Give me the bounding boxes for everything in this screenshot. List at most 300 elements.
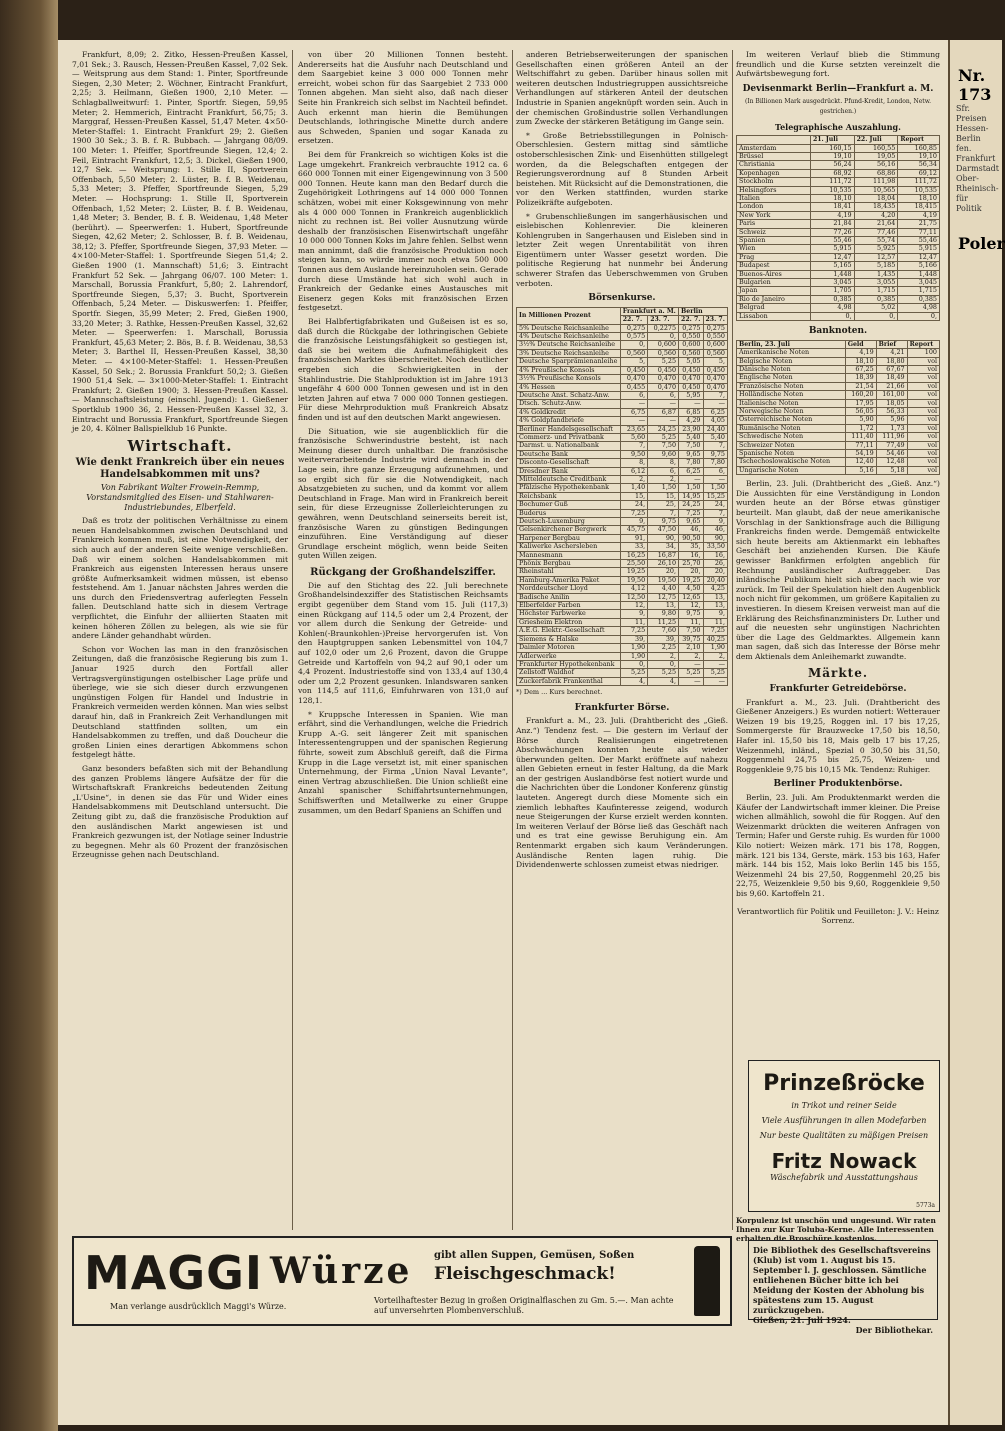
row-value: 54,19 xyxy=(845,449,876,457)
ad-text: Nur beste Qualitäten zu mäßigen Preisen xyxy=(759,1131,929,1140)
edge-fragment: Poler xyxy=(958,234,1005,253)
row-label: Siemens & Halske xyxy=(517,635,621,643)
row-value: 6,85 xyxy=(679,408,703,416)
row-value: 21,64 xyxy=(854,220,898,228)
row-value: 1,705 xyxy=(810,287,854,295)
row-label: Norddeutscher Lloyd xyxy=(517,585,621,593)
article-paragraph: * Große Betriebsstillegungen in Polnisch-Oberschlesien. Gestern mittag sind sämtliche ostoberschlesischen Zink- und Eisenhütten stillgelegt worden, da die Belegschaften entgegen der Regierungsverordnung auf 8 Stunden Arbeit beistehen. Mit Rücksicht auf die Demonstrationen, die vor den Werken stattfinden, wurden starke Polizeikräfte aufgeboten. xyxy=(516,130,728,207)
row-value: 5,185 xyxy=(854,262,898,270)
row-value: 0,275 xyxy=(703,324,728,332)
row-value: 5,25 xyxy=(703,669,728,677)
row-value: 7,80 xyxy=(703,459,728,467)
row-value: 10,565 xyxy=(854,186,898,194)
row-label: Helsingfors xyxy=(737,186,811,194)
row-value: 24,40 xyxy=(703,425,728,433)
edge-line: fen. xyxy=(956,144,972,153)
row-value: 23,65 xyxy=(620,425,647,433)
row-value: vol xyxy=(907,374,939,382)
row-value: 5,25 xyxy=(648,433,679,441)
row-value: 8, xyxy=(620,459,647,467)
row-value: 7, xyxy=(703,509,728,517)
row-value: 0,470 xyxy=(620,375,647,383)
row-label: Amerikanische Noten xyxy=(737,349,846,357)
table-row xyxy=(737,220,940,228)
notice-place-date: Gießen, 21. Juli 1924. xyxy=(753,1315,851,1325)
row-value: 56,24 xyxy=(810,161,854,169)
row-value: 25, xyxy=(648,501,679,509)
row-value: 77,11 xyxy=(898,228,940,236)
row-value: 9,50 xyxy=(620,450,647,458)
row-value: 68,86 xyxy=(854,169,898,177)
book-spine xyxy=(0,0,58,1431)
row-value: 20,40 xyxy=(703,576,728,584)
row-value: 3,045 xyxy=(898,279,940,287)
row-value: 160,55 xyxy=(854,144,898,152)
row-value: 12,57 xyxy=(854,253,898,261)
table-row xyxy=(517,375,728,383)
row-value: 0,560 xyxy=(648,349,679,357)
row-label: Buenos-Aires xyxy=(737,270,811,278)
row-label: Schweiz xyxy=(737,228,811,236)
row-label: Zellstoff Waldhof xyxy=(517,669,621,677)
row-value: 5,16 xyxy=(845,466,876,474)
row-label: Paris xyxy=(737,220,811,228)
row-value: 0,275 xyxy=(679,324,703,332)
row-value: 1,715 xyxy=(854,287,898,295)
library-notice xyxy=(748,1240,938,1335)
row-label: A.E.G. Elektr.-Gesellschaft xyxy=(517,627,621,635)
prinz-advertisement xyxy=(748,1060,940,1212)
table-header: Brief xyxy=(876,340,907,348)
row-label: Französische Noten xyxy=(737,382,846,390)
row-value: 0,385 xyxy=(854,295,898,303)
row-value: 5,96 xyxy=(876,416,907,424)
row-label: Frankfurter Hypothekenbank xyxy=(517,660,621,668)
table-row xyxy=(517,543,728,551)
row-value: 77,11 xyxy=(845,441,876,449)
row-label: Zuckerfabrik Frankenthal xyxy=(517,677,621,685)
table-row xyxy=(737,304,940,312)
stock-table xyxy=(516,307,728,686)
row-value: 0, xyxy=(898,312,940,320)
ad-text: Wäschefabrik und Ausstattungshaus xyxy=(770,1173,918,1182)
row-value: 6,25 xyxy=(679,467,703,475)
row-value: 111,40 xyxy=(845,433,876,441)
row-value: — xyxy=(620,400,647,408)
row-value: 7,50 xyxy=(648,442,679,450)
row-label: Belgische Noten xyxy=(737,357,846,365)
row-value: — xyxy=(679,660,703,668)
row-value: 19,25 xyxy=(620,568,647,576)
row-value: 10,535 xyxy=(810,186,854,194)
row-label: Christiania xyxy=(737,161,811,169)
table-row xyxy=(517,358,728,366)
article-paragraph: Bei Halbfertigfabrikaten und Gußeisen ist es so, daß durch die Rückgabe der lothringischen Gebiete die französische Leistungsfähigkeit so gestiegen ist, daß sie bei weitem die Aufnahmefähigkeit des französischen Marktes überschreitet. Noch deutlicher ergeben sich die Schwierigkeiten in der Stahlindustrie. Die Stahlproduktion ist im Jahre 1913 ungefähr 4 600 000 Tonnen gewesen und ist in den letzten Jahren auf etwa 7 000 000 Tonnen gestiegen. Für diese Mehrproduktion muß Frankreich Absatz finden und ist auf den deutschen Markt angewiesen. xyxy=(298,317,508,422)
row-label: New York xyxy=(737,211,811,219)
row-label: Kaliwerke Aschersleben xyxy=(517,543,621,551)
row-value: 5,915 xyxy=(898,245,940,253)
row-value: 16,25 xyxy=(620,551,647,559)
row-label: Harpener Bergbau xyxy=(517,534,621,542)
row-value: 12,40 xyxy=(845,458,876,466)
row-value: 0,2275 xyxy=(648,324,679,332)
table-header: 23. 7. xyxy=(648,316,679,324)
row-value: 4,19 xyxy=(810,211,854,219)
row-label: Griesheim Elektron xyxy=(517,618,621,626)
table-title: Börsenkurse. xyxy=(588,293,656,304)
row-label: Darmst. u. Nationalbank xyxy=(517,442,621,450)
table-header: Berlin xyxy=(679,307,728,315)
row-value: 12,65 xyxy=(679,593,703,601)
row-value: 1,40 xyxy=(620,484,647,492)
column-4 xyxy=(736,50,940,1050)
row-value: 4,50 xyxy=(679,585,703,593)
row-value: 1,50 xyxy=(703,484,728,492)
row-value: 12,50 xyxy=(620,593,647,601)
row-value: 15, xyxy=(620,492,647,500)
row-value: 24, xyxy=(703,501,728,509)
row-value: 5, xyxy=(620,358,647,366)
section-title: Wirtschaft. xyxy=(127,436,233,455)
row-value: 18,04 xyxy=(854,195,898,203)
row-value: 9,75 xyxy=(703,450,728,458)
row-value: 1,715 xyxy=(898,287,940,295)
row-label: London xyxy=(737,203,811,211)
row-value: 90, xyxy=(703,534,728,542)
column-rule xyxy=(512,50,513,1230)
row-value: 23,90 xyxy=(679,425,703,433)
edge-line: Politik xyxy=(956,204,982,213)
row-label: Schweizer Noten xyxy=(737,441,846,449)
row-value: 111,98 xyxy=(854,178,898,186)
row-value: 0, xyxy=(620,341,647,349)
row-value: 13, xyxy=(703,593,728,601)
row-value: 0,575 xyxy=(620,333,647,341)
row-value: 16,87 xyxy=(648,551,679,559)
row-label: Gelsenkirchener Bergwerk xyxy=(517,526,621,534)
row-label: 4% Goldkredit xyxy=(517,408,621,416)
row-value: 160,15 xyxy=(810,144,854,152)
row-label: Deutsch-Luxemburg xyxy=(517,518,621,526)
row-value: 3,055 xyxy=(854,279,898,287)
row-label: Deutsche Anst. Schatz-Anw. xyxy=(517,391,621,399)
row-label: Disconto-Gesellschaft xyxy=(517,459,621,467)
notice-signature: Der Bibliothekar. xyxy=(855,1325,933,1335)
article-paragraph: Bei dem für Frankreich so wichtigen Koks ist die Lage umgekehrt. Frankreich verbrauchte 1912 ca. 6 660 000 Tonnen mit einer Eigengewinnung von 3 500 000 Tonnen. Heute kann man den Bedarf durch die Zugehörigkeit Lothringens auf 14 000 000 Tonnen schätzen, wobei mit einer Koksgewinnung von mehr als 4 000 000 Tonnen in Frankreich augenblicklich nicht zu rechnen ist. Bei voller Ausnutzung würde deshalb der französischen Eisenwirtschaft ungefähr 10 000 000 Tonnen Koks im Jahre fehlen. Selbst wenn man annimmt, daß die französische Produktion noch steigen kann, so würde immer noch etwa 500 000 Tonnen aus dem Auslande hereinzuholen sein. Gerade durch diese Umstände hat sich wohl auch in Frankreich der Gedanke eines Austausches mit Eisenerz gegen Koks mit französischen Erzen festgesetzt. xyxy=(298,149,508,313)
row-value: 0,470 xyxy=(703,383,728,391)
row-label: Stockholm xyxy=(737,178,811,186)
table-header: Berlin, 23. Juli xyxy=(737,340,846,348)
table-row xyxy=(517,677,728,685)
table-title: Telegraphische Auszahlung. xyxy=(775,121,901,132)
ad-slogan: Fleischgeschmack! xyxy=(434,1264,616,1284)
row-value: — xyxy=(703,677,728,685)
row-label: 3½% Deutsche Reichsanleihe xyxy=(517,341,621,349)
table-header: 22. Juli xyxy=(854,136,898,144)
row-value: 5,915 xyxy=(810,245,854,253)
row-label: 3% Deutsche Reichsanleihe xyxy=(517,349,621,357)
row-value: 5,25 xyxy=(648,358,679,366)
row-label: Berliner Handelsgesellschaft xyxy=(517,425,621,433)
ad-text: in Trikot und reiner Seide xyxy=(791,1101,897,1110)
edge-line: Frankfurt xyxy=(956,154,996,163)
row-value: 18,80 xyxy=(876,357,907,365)
row-value: 18,10 xyxy=(810,195,854,203)
table-row xyxy=(737,416,940,424)
maggi-advertisement xyxy=(72,1236,732,1326)
row-value: 77,49 xyxy=(876,441,907,449)
row-value: — xyxy=(679,677,703,685)
row-value: 2, xyxy=(648,652,679,660)
row-label: Daimler Motoren xyxy=(517,644,621,652)
article-paragraph: Daß es trotz der politischen Verhältnisse zu einem neuen Handelsabkommen zwischen Deutschland und Frankreich kommen muß, ist eine Notwendigkeit, der sich auch auf der anderen Seite wenige verschließen. Daß wir einem solchen Handelsabkommen mit Frankreich aus eigensten Interessen heraus unsere größte Aufmerksamkeit widmen müssen, ist ebenso feststehend. Am 1. Januar nächsten Jahres werden die uns durch den Friedensvertrag auferlegten Fesseln fallen. Deutschland hatte sich in diesem Vertrage verpflichtet, die Einfuhr der alliierten Staaten mit keinen höheren Zöllen zu belegen, als wie sie für andere Länder gehandhabt würden. xyxy=(72,516,288,641)
row-value: 39,75 xyxy=(679,635,703,643)
row-value: 47,50 xyxy=(648,526,679,534)
row-value: 56,34 xyxy=(898,161,940,169)
table-row xyxy=(737,374,940,382)
row-label: 4% Preußische Konsols xyxy=(517,366,621,374)
row-value: 5,95 xyxy=(679,391,703,399)
row-value: 67,67 xyxy=(876,365,907,373)
row-value: 9,65 xyxy=(679,518,703,526)
row-label: Spanische Noten xyxy=(737,449,846,457)
row-value: 26,10 xyxy=(648,560,679,568)
row-value: vol xyxy=(907,433,939,441)
row-value: 4,98 xyxy=(898,304,940,312)
table-header: Frankfurt a. M. xyxy=(620,307,678,315)
row-label: Ungarische Noten xyxy=(737,466,846,474)
article-paragraph: Berlin, 23. Juli. (Drahtbericht des „Gieß. Anz.“) Die Aussichten für eine Verständigung in London wurden heute an der Börse etwas günstiger beurteilt. Man glaubt, daß der neue amerikanische Vorschlag in der Sanktionsfrage auch die Billigung Frankreichs finden werde. Demgemäß entwickelte sich heute bereits am Aktienmarkt ein lebhaftes Geschäft bei anziehenden Kursen. Die Käufe gewisser Bankfirmen erfolgten angeblich für Rechnung ausländischer Auftraggeber. Das inländische Publikum hielt sich aber nach wie vor zurück. Im Teil der Spekulation hielt den Augenblick noch nicht für gekommen, um größere Kapitalien zu investieren. In diesem Kreisen verweist man auf die Erklärung des Reichsfinanzministers Dr. Luther und auf die neuesten sehr ungünstigen Nachrichten über die Lage des Geldmarktes. Allgemein kann man sagen, daß sich das Interesse der Börse mehr dem Aktienals dem Anleihemarkt zuwandte. xyxy=(736,479,940,661)
ad-text: gibt allen Suppen, Gemüsen, Soßen xyxy=(434,1250,635,1261)
row-label: Prag xyxy=(737,253,811,261)
row-value: 12,47 xyxy=(810,253,854,261)
row-label: Budapest xyxy=(737,262,811,270)
row-value: 0,600 xyxy=(648,341,679,349)
row-value: 0, xyxy=(620,660,647,668)
row-value: 14,95 xyxy=(679,492,703,500)
row-label: Badische Anilin xyxy=(517,593,621,601)
ad-number: 5773a xyxy=(916,1202,935,1209)
row-value: 18,415 xyxy=(898,203,940,211)
row-value: 111,72 xyxy=(810,178,854,186)
row-value: 5,40 xyxy=(703,433,728,441)
row-value: 0,470 xyxy=(648,383,679,391)
row-value: 19,05 xyxy=(854,152,898,160)
edge-line: für xyxy=(956,194,968,203)
row-value: 2,10 xyxy=(679,644,703,652)
row-value: 4,20 xyxy=(854,211,898,219)
row-value: 6, xyxy=(620,391,647,399)
article-paragraph: von über 20 Millionen Tonnen besteht. Andererseits hat die Ausfuhr nach Deutschland und dem Saargebiet keine 3 000 000 Tonnen mehr erreicht, wobei schon für das Saargebiet 2 733 000 Tonnen abgehen. Man sieht also, daß nach dieser Seite hin Frankreich sich selbst im Nachteil befindet. Auch erkennt man hierin die Bemühungen Deutschlands, lothringische Minette durch andere aus Schweden, Spanien und sogar Kanada zu ersetzen. xyxy=(298,50,508,146)
table-row xyxy=(737,391,940,399)
column-3 xyxy=(516,50,728,1230)
row-value: vol xyxy=(907,399,939,407)
row-value: 11, xyxy=(620,618,647,626)
row-value: 9, xyxy=(620,610,647,618)
row-value: 16, xyxy=(703,551,728,559)
row-value: 18,10 xyxy=(845,357,876,365)
row-value: 4,98 xyxy=(810,304,854,312)
article-paragraph: * Kruppsche Interessen in Spanien. Wie man erfährt, sind die Verhandlungen, welche die Friedrich Krupp A.-G. seit längerer Zeit mit spanischen Interessentengruppen und der spanischen Regierung führte, soweit zum Abschluß gereift, daß die Firma Krupp in die Lage versetzt ist, mit einer spanischen Unternehmung, der Firma „Union Naval Levante“, einen Vertrag abzuschließen. Die Union schließt eine Anzahl spanischer Schiffahrtsunternehmungen, Schiffswerften und Metallwerke zu einer Gruppe zusammen, um den Bedarf Spaniens an Schiffen und xyxy=(298,709,508,815)
row-label: Englische Noten xyxy=(737,374,846,382)
row-value: 0,560 xyxy=(703,349,728,357)
row-value: 4,05 xyxy=(703,417,728,425)
row-label: Bochumer Guß xyxy=(517,501,621,509)
row-value: 4,12 xyxy=(620,585,647,593)
row-value: 11,25 xyxy=(648,618,679,626)
table-row xyxy=(737,349,940,357)
row-value: — xyxy=(648,417,679,425)
row-value: 5,18 xyxy=(876,466,907,474)
row-value: 4,21 xyxy=(876,349,907,357)
row-label: Schwedische Noten xyxy=(737,433,846,441)
article-paragraph: Die auf den Stichtag des 22. Juli berechnete Großhandelsindexziffer des Statistischen Reichsamts ergibt gegenüber dem Stand vom 15. Juli (117,3) einen Rückgang auf 114,5 oder um 2,4 Prozent, der vor allem durch die Senkung der Getreide- und Kohlen(-Braunkohlen-)Preise hervorgerufen ist. Von den Hauptgruppen sanken Lebensmittel von 104,7 auf 102,0 oder um 2,6 Prozent, davon die Gruppe Getreide und Kartoffeln von 94,2 auf 90,1 oder um 4,4 Prozent. Industriestoffe sind von 133,4 auf 130,4 oder um 2,2 Prozent gesunken. Inlandswaren sanken von 114,5 auf 111,6, Einfuhrwaren von 131,0 auf 128,1. xyxy=(298,580,508,705)
article-paragraph: Ganz besonders befaßten sich mit der Behandlung des ganzen Problems längere Aufsätze der für die Wirtschaftskraft Frankreichs bedeutenden Zeitung „L'Usine“, in denen sie das Für und Wider eines Handelsabkommens mit Deutschland untersucht. Die Zeitung gibt zu, daß die französische Produktion auf den ausländischen Markt angewiesen ist und Frankreich gezwungen ist, der Notlage seiner Industrie zu begegnen. Mehr als 60 Prozent der französischen Erzeugnisse gehen nach Deutschland. xyxy=(72,763,288,860)
table-row xyxy=(517,644,728,652)
table-header: 23. 7. xyxy=(703,316,728,324)
row-value: 56,33 xyxy=(876,407,907,415)
ad-title: Prinzeßröcke xyxy=(763,1071,925,1096)
edge-text xyxy=(950,104,1002,214)
row-value: 111,72 xyxy=(898,178,940,186)
row-label: Lissabon xyxy=(737,312,811,320)
row-value: 34, xyxy=(648,543,679,551)
row-label: Holländische Noten xyxy=(737,391,846,399)
table-row xyxy=(517,585,728,593)
article-paragraph: * Grubenschließungen im sangerhäusischen und eislebischen Kohlenrevier. Die kleineren Kohlengruben in Sangerhausen und Eisleben sind in letzter Zeit wegen Unrentabilität von ihren Eigentümern unter Wasser gesetzt worden. Die politische Regierung hat nunmehr bei Änderung schwerer Strafen das Ueberschwemmen von Gruben verboten. xyxy=(516,211,728,288)
row-value: 5,25 xyxy=(620,669,647,677)
article-paragraph: anderen Betriebserweiterungen der spanischen Gesellschaften einen größeren Anteil an der Weltschiffahrt zu geben. Darüber hinaus sollen mit weiteren deutschen Industriegruppen aussichtsreiche Verhandlungen auf stärkeren Anteil der deutschen Industrie in Spanien angeknüpft worden sein. Auch in der chemischen Großindustrie sollen Verhandlungen zum Zwecke der stärkeren Betätigung im Gange sein. xyxy=(516,50,728,127)
row-value: 5,166 xyxy=(898,262,940,270)
row-value: vol xyxy=(907,382,939,390)
row-value: 11, xyxy=(679,618,703,626)
row-value: 5,02 xyxy=(854,304,898,312)
ad-company: Fritz Nowack xyxy=(771,1149,917,1173)
row-label: Deutsche Bank xyxy=(517,450,621,458)
row-value: 111,96 xyxy=(876,433,907,441)
row-value: 25,50 xyxy=(620,560,647,568)
row-value: 5,90 xyxy=(845,416,876,424)
article-headline: Frankfurter Getreidebörse. xyxy=(769,684,907,695)
korpulenz-notice: Korpulenz ist unschön und ungesund. Wir raten Ihnen zur Kur Toluba-Kerne. Alle Interessenten erhalten die Broschüre kostenlos. xyxy=(736,1216,936,1243)
row-value: 6,25 xyxy=(703,408,728,416)
article-paragraph: Schon vor Wochen las man in den französischen Zeitungen, daß die französische Regierung bis zum 1. Januar 1925 durch den Fortfall aller Vertragsvergünstigungen ostelbischer Lage prüfe und überlege, wie sie sich dieser durch erzwungenen ungünstigen Folgen für Handel und Industrie in Frankreich vermeiden werden können. Man wies selbst darauf hin, daß in Frankreich Zeit Verhandlungen mit Deutschland stattfinden sollten, um ein Handelsabkommen zu treffen, und daß Doucheur die großen Linien eines derartigen Abkommens schon festgelegt hätte. xyxy=(72,644,288,760)
row-value: 1,90 xyxy=(703,644,728,652)
row-label: Bulgarien xyxy=(737,279,811,287)
row-value: — xyxy=(679,400,703,408)
row-value: 0,450 xyxy=(648,366,679,374)
row-value: 4,29 xyxy=(679,417,703,425)
row-label: Italienische Noten xyxy=(737,399,846,407)
row-value: 0, xyxy=(810,312,854,320)
row-value: 9,65 xyxy=(679,450,703,458)
row-value: 55,74 xyxy=(854,237,898,245)
table-header: Report xyxy=(898,136,940,144)
row-value: 7,25 xyxy=(620,509,647,517)
row-label: Tschechoslowakische Noten xyxy=(737,458,846,466)
row-value: 5,25 xyxy=(648,669,679,677)
row-value: 0,560 xyxy=(620,349,647,357)
row-value: 0,600 xyxy=(679,341,703,349)
row-value: 56,16 xyxy=(854,161,898,169)
row-value: 5,25 xyxy=(679,669,703,677)
row-value: 0,275 xyxy=(620,324,647,332)
row-value: 11, xyxy=(703,618,728,626)
row-value: 0,455 xyxy=(620,383,647,391)
table-row xyxy=(517,417,728,425)
section-title: Märkte. xyxy=(807,666,869,681)
row-value: 18,10 xyxy=(898,195,940,203)
row-value: 0,550 xyxy=(703,333,728,341)
row-value: 20, xyxy=(648,568,679,576)
row-value: 46, xyxy=(679,526,703,534)
row-value: 21,66 xyxy=(876,382,907,390)
row-value: 40,25 xyxy=(703,635,728,643)
row-value: 4,19 xyxy=(898,211,940,219)
row-label: 4% Goldpfandbriefe xyxy=(517,417,621,425)
row-value: 100 xyxy=(907,349,939,357)
article-paragraph: Die Situation, wie sie augenblicklich für die französische Schwerindustrie besteht, ist nach Meinung dieser durch unhaltbar. Die französische weiterverarbeitende Industrie wird demnach in der Lage sein, ihre ganze Erzeugung aufzunehmen, und so ergibt sich für sie die Notwendigkeit, nach Absatzgebieten zu suchen, und da kommt vor allem Deutschland in Frage. Man wird in Frankreich bereit sein, für diese Erzeugnisse Zollerleichterungen zu gewähren, wenn Deutschland seinerseits bereit ist, französische Waren zu günstigen Bedingungen einzuführen. Eine Verständigung auf dieser Grundlage erscheint möglich, wenn beide Seiten guten Willen zeigen. xyxy=(298,426,508,561)
row-label: Commerz- und Privatbank xyxy=(517,433,621,441)
row-value: 12, xyxy=(679,602,703,610)
table-header: Geld xyxy=(845,340,876,348)
edge-line: Preisen xyxy=(956,114,987,123)
banknote-table xyxy=(736,340,940,476)
row-label: 3½% Preußische Konsols xyxy=(517,375,621,383)
row-value: 13, xyxy=(648,602,679,610)
row-value: 9,80 xyxy=(648,610,679,618)
row-value: 18,435 xyxy=(854,203,898,211)
row-value: 45,75 xyxy=(620,526,647,534)
article-paragraph: Frankfurt a. M., 23. Juli. (Drahtbericht des „Gieß. Anz.“) Tendenz fest. — Die gestern im Verlauf der Börse durch Realisierungen eingetretenen Abschwächungen konnten heute als wieder überwunden gelten. Der Markt eröffnete auf nahezu allen Gebieten erneut in fester Haltung, da die Mark an der gestrigen Auslandbörse fest notiert wurde und die Nachrichten über die Londoner Konferenz günstig lauteten. Angeregt durch diese Momente sich ein ziemlich lebhaftes Kaufinteresse zeigend, wodurch neue Steigerungen der Kurse erzielt werden konnten. Im weiteren Verlauf der Börse ließ das Geschäft nach und es trat eine gewisse Beruhigung ein. Am Rentenmarkt ergaben sich kaum Veränderungen. Ausländische Renten lagen ruhig. Die Dividendenwerte schlossen zumeist etwas niedriger. xyxy=(516,716,728,870)
row-value: 19,50 xyxy=(648,576,679,584)
row-label: Italien xyxy=(737,195,811,203)
row-value: 21,54 xyxy=(845,382,876,390)
row-label: Mitteldeutsche Creditbank xyxy=(517,475,621,483)
row-value: 6,87 xyxy=(648,408,679,416)
table-note: *) Dem ... Kurs berechnet. xyxy=(516,688,603,697)
row-value: 2, xyxy=(648,475,679,483)
column-rule xyxy=(292,50,293,1230)
row-value: 1,90 xyxy=(620,652,647,660)
row-value: 68,92 xyxy=(810,169,854,177)
row-value: 2, xyxy=(620,475,647,483)
row-value: vol xyxy=(907,424,939,432)
row-label: Buderus xyxy=(517,509,621,517)
row-value: 0,470 xyxy=(679,375,703,383)
row-value: vol xyxy=(907,391,939,399)
row-value: 24,25 xyxy=(679,501,703,509)
row-value: 0, xyxy=(648,333,679,341)
row-value: 9,60 xyxy=(648,450,679,458)
row-value: 21,84 xyxy=(810,220,854,228)
row-value: 9, xyxy=(703,518,728,526)
row-value: 161,00 xyxy=(876,391,907,399)
row-value: 13, xyxy=(703,602,728,610)
page-number: Nr. 173 xyxy=(958,66,992,104)
row-value: 77,26 xyxy=(810,228,854,236)
article-paragraph: Berlin, 23. Juli. Am Produktenmarkt werden die Käufer der Landwirtschaft immer kleiner. Die Preise wichen allmählich, sowohl die für Roggen. Auf den Weizenmarkt drückten die weiteren Anfragen von Termin; Hafer und Gerste ruhig. Es wurden für 1000 Kilo notiert: Weizen märk. 171 bis 178, Roggen, märk. 121 bis 134, Gerste, märk. 153 bis 163, Hafer märk. 144 bis 152, Mais loko Berlin 145 bis 155, Weizenmehl 24 bis 27,50, Roggenmehl 20,25 bis 22,75, Weizenkleie 9,50 bis 9,60, Roggenkleie 9,50 bis 9,60. Kartoffeln 21. xyxy=(736,793,940,898)
row-value: — xyxy=(703,475,728,483)
row-label: Kopenhagen xyxy=(737,169,811,177)
row-value: 69,12 xyxy=(898,169,940,177)
column-2 xyxy=(298,50,508,1230)
row-label: Wien xyxy=(737,245,811,253)
row-value: 2, xyxy=(703,652,728,660)
row-value: 9,75 xyxy=(648,518,679,526)
row-value: 1,50 xyxy=(679,484,703,492)
row-value: 1,73 xyxy=(876,424,907,432)
